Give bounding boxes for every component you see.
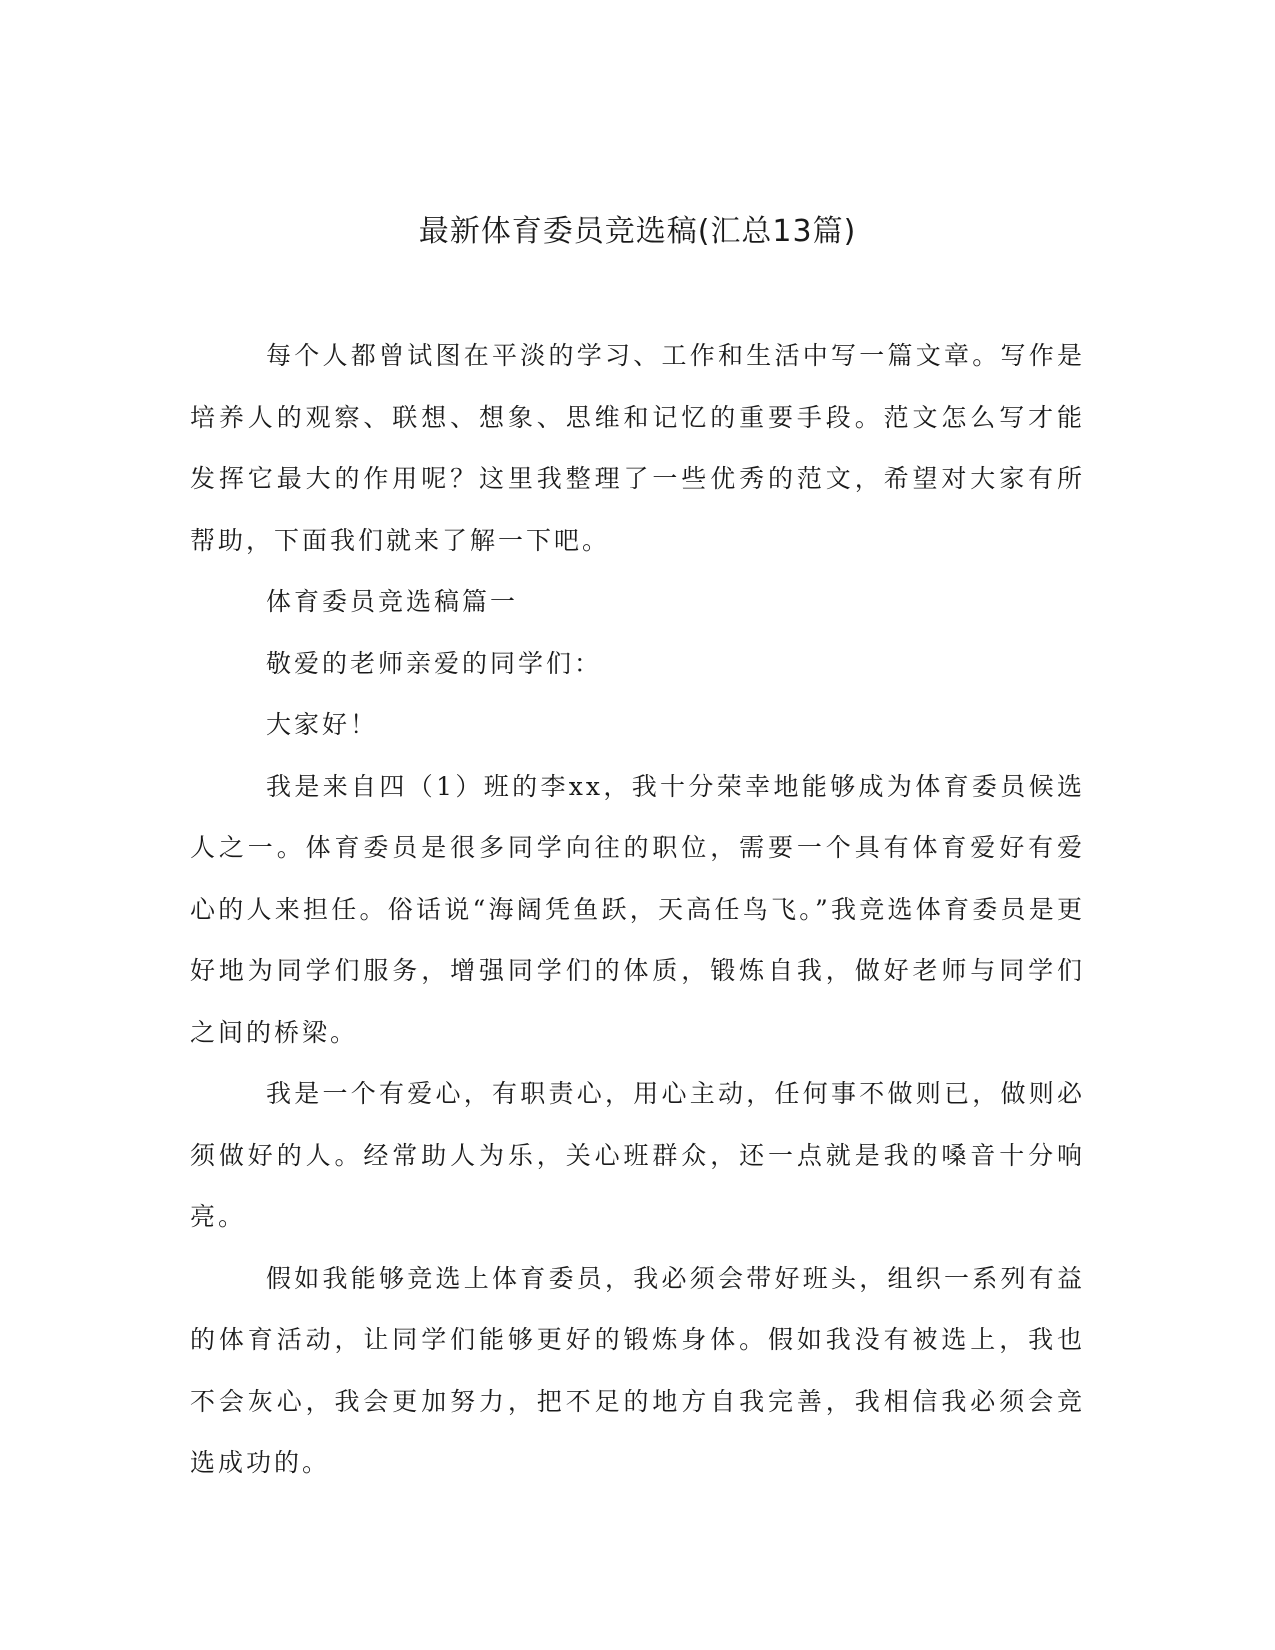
greeting: 大家好！ [266,710,379,739]
salutation: 敬爱的老师亲爱的同学们： [266,648,603,678]
body-paragraph: 假如我能够竞选上体育委员，我必须会带好班头，组织一系列有益的体育活动，让同学们能够更好的锻炼身体。假如我没有被选上，我也不会灰心，我会更加努力，把不足的地方自我完善，我相信我必须会竞选成功的。 [190,1263,1085,1477]
document-title: 最新体育委员竞选稿(汇总13篇) [418,214,857,249]
body-paragraph: 我是来自四（1）班的李xx，我十分荣幸地能够成为体育委员候选人之一。体育委员是很多同学向往的职位，需要一个具有体育爱好有爱心的人来担任。俗话说“海阔凭鱼跃，天高任鸟飞。”我竞选体育委员是更好地为同学们服务，增强同学们的体质，锻炼自我，做好老师与同学们之间的桥梁。 [190,771,1085,1047]
section-heading: 体育委员竞选稿篇一 [266,587,519,616]
intro-paragraph: 每个人都曾试图在平淡的学习、工作和生活中写一篇文章。写作是培养人的观察、联想、想象、思维和记忆的重要手段。范文怎么写才能发挥它最大的作用呢？这里我整理了一些优秀的范文，希望对大家有所帮助，下面我们就来了解一下吧。 [190,341,1085,555]
body-paragraph: 我是一个有爱心，有职责心，用心主动，任何事不做则已，做则必须做好的人。经常助人为乐，关心班群众，还一点就是我的嗓音十分响亮。 [190,1079,1085,1231]
document-body [190,325,1085,1494]
